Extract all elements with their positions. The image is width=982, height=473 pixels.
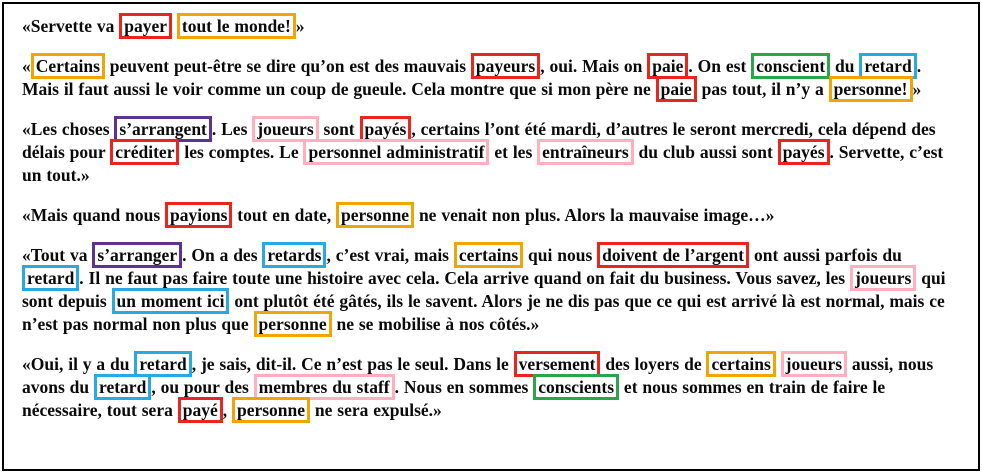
highlight-orange: personne! bbox=[829, 76, 913, 102]
text-run: qui nous bbox=[523, 245, 598, 265]
text-run: «Tout va bbox=[22, 245, 93, 265]
highlight-blue: retards bbox=[262, 242, 326, 268]
highlight-red: créditer bbox=[110, 139, 179, 165]
text-run: pas tout, il n’y a bbox=[696, 79, 829, 99]
highlight-pink: joueurs bbox=[781, 351, 847, 377]
highlight-red: payions bbox=[165, 202, 232, 228]
highlight-red: doivent de l’argent bbox=[597, 242, 749, 268]
text-run: ont aussi parfois du bbox=[749, 245, 902, 265]
text-run: , je sais, dit-il. Ce n’est pas le seul. Dans le bbox=[191, 354, 514, 374]
text-run: les comptes. Le bbox=[179, 142, 304, 162]
highlight-red: payer bbox=[119, 13, 172, 39]
text-run: , c’est vrai, mais bbox=[326, 245, 454, 265]
highlight-pink: joueurs bbox=[252, 116, 318, 142]
text-run: . Mais il faut aussi le voir comme un coup de gueule. Cela montre que si mon père ne bbox=[22, 56, 922, 99]
text-run: ne venait non plus. Alors la mauvaise image…» bbox=[414, 205, 775, 225]
highlight-orange: tout le monde! bbox=[177, 13, 296, 39]
paragraph bbox=[22, 15, 960, 38]
text-run: et les bbox=[489, 142, 538, 162]
highlight-red: payés bbox=[360, 116, 412, 142]
highlight-orange: personne bbox=[254, 311, 332, 337]
text-run: «Servette va bbox=[22, 16, 120, 36]
text-run: » bbox=[295, 16, 305, 36]
text-run: , oui. Mais on bbox=[540, 56, 648, 76]
highlight-red: payeurs bbox=[471, 53, 540, 79]
text-run bbox=[776, 354, 781, 374]
text-run: «Les choses bbox=[22, 119, 115, 139]
highlight-red: payé bbox=[178, 397, 223, 423]
paragraph bbox=[22, 353, 960, 422]
highlight-orange: personne bbox=[336, 202, 414, 228]
text-run: des loyers de bbox=[600, 354, 707, 374]
highlight-blue: retard bbox=[859, 53, 916, 79]
text-run: ont plutôt été gâtés, ils le savent. Alors je ne dis pas que ce qui est arrivé là est normal, mais ce n’est pas normal non plus que bbox=[22, 291, 945, 334]
highlight-blue: retard bbox=[94, 374, 151, 400]
text-run: ne se mobilise à nos côtés.» bbox=[331, 314, 540, 334]
highlight-red: versement bbox=[514, 351, 601, 377]
text-run: » bbox=[912, 79, 922, 99]
highlight-pink: membres du staff bbox=[254, 374, 395, 400]
document-page bbox=[2, 2, 980, 471]
highlight-pink: joueurs bbox=[850, 265, 916, 291]
text-run: du bbox=[830, 56, 860, 76]
text-run: aussi, nous avons du bbox=[22, 354, 934, 397]
text-run: , ou pour des bbox=[151, 377, 254, 397]
highlight-red: paie bbox=[647, 53, 688, 79]
text-run: . Nous en sommes bbox=[394, 377, 534, 397]
text-run: tout en date, bbox=[232, 205, 337, 225]
text-run: « bbox=[22, 56, 31, 76]
text-run: et nous sommes en train de faire le nécessaire, tout sera bbox=[22, 377, 886, 420]
highlight-blue: un moment ici bbox=[112, 288, 230, 314]
text-run: . On a des bbox=[182, 245, 263, 265]
text-run: du club aussi sont bbox=[633, 142, 778, 162]
highlight-blue: retard bbox=[134, 351, 191, 377]
paragraph bbox=[22, 118, 960, 187]
text-run: . On est bbox=[688, 56, 752, 76]
paragraph bbox=[22, 244, 960, 336]
text-run: . Servette, c’est un tout.» bbox=[22, 142, 944, 185]
text-run: ne sera expulsé.» bbox=[310, 400, 442, 420]
text-run: , bbox=[222, 400, 232, 420]
highlight-pink: personnel administratif bbox=[303, 139, 489, 165]
text-run: . Les bbox=[211, 119, 253, 139]
text-run: «Oui, il y a du bbox=[22, 354, 135, 374]
highlight-green: conscient bbox=[751, 53, 830, 79]
highlight-orange: personne bbox=[232, 397, 310, 423]
highlight-purple: s’arranger bbox=[92, 242, 182, 268]
highlight-purple: s’arrangent bbox=[114, 116, 211, 142]
text-run: qui sont depuis bbox=[22, 268, 946, 311]
highlight-red: paie bbox=[656, 76, 697, 102]
highlight-red: payés bbox=[778, 139, 830, 165]
highlight-orange: certains bbox=[706, 351, 775, 377]
text-run: «Mais quand nous bbox=[22, 205, 166, 225]
highlight-pink: entraîneurs bbox=[537, 139, 634, 165]
text-run: , certains l’ont été mardi, d’autres le seront mercredi, cela dépend des délais pour bbox=[22, 119, 936, 162]
text-run: peuvent peut-être se dire qu’on est des mauvais bbox=[104, 56, 471, 76]
highlight-green: conscients bbox=[533, 374, 619, 400]
paragraph bbox=[22, 55, 960, 101]
highlight-orange: certains bbox=[454, 242, 523, 268]
document-body bbox=[4, 4, 978, 422]
text-run: sont bbox=[318, 119, 360, 139]
paragraph bbox=[22, 204, 960, 227]
text-run: . Il ne faut pas faire toute une histoire avec cela. Cela arrive quand on fait du business. Vous savez, les bbox=[79, 268, 850, 288]
highlight-orange: Certains bbox=[31, 53, 105, 79]
highlight-blue: retard bbox=[22, 265, 79, 291]
